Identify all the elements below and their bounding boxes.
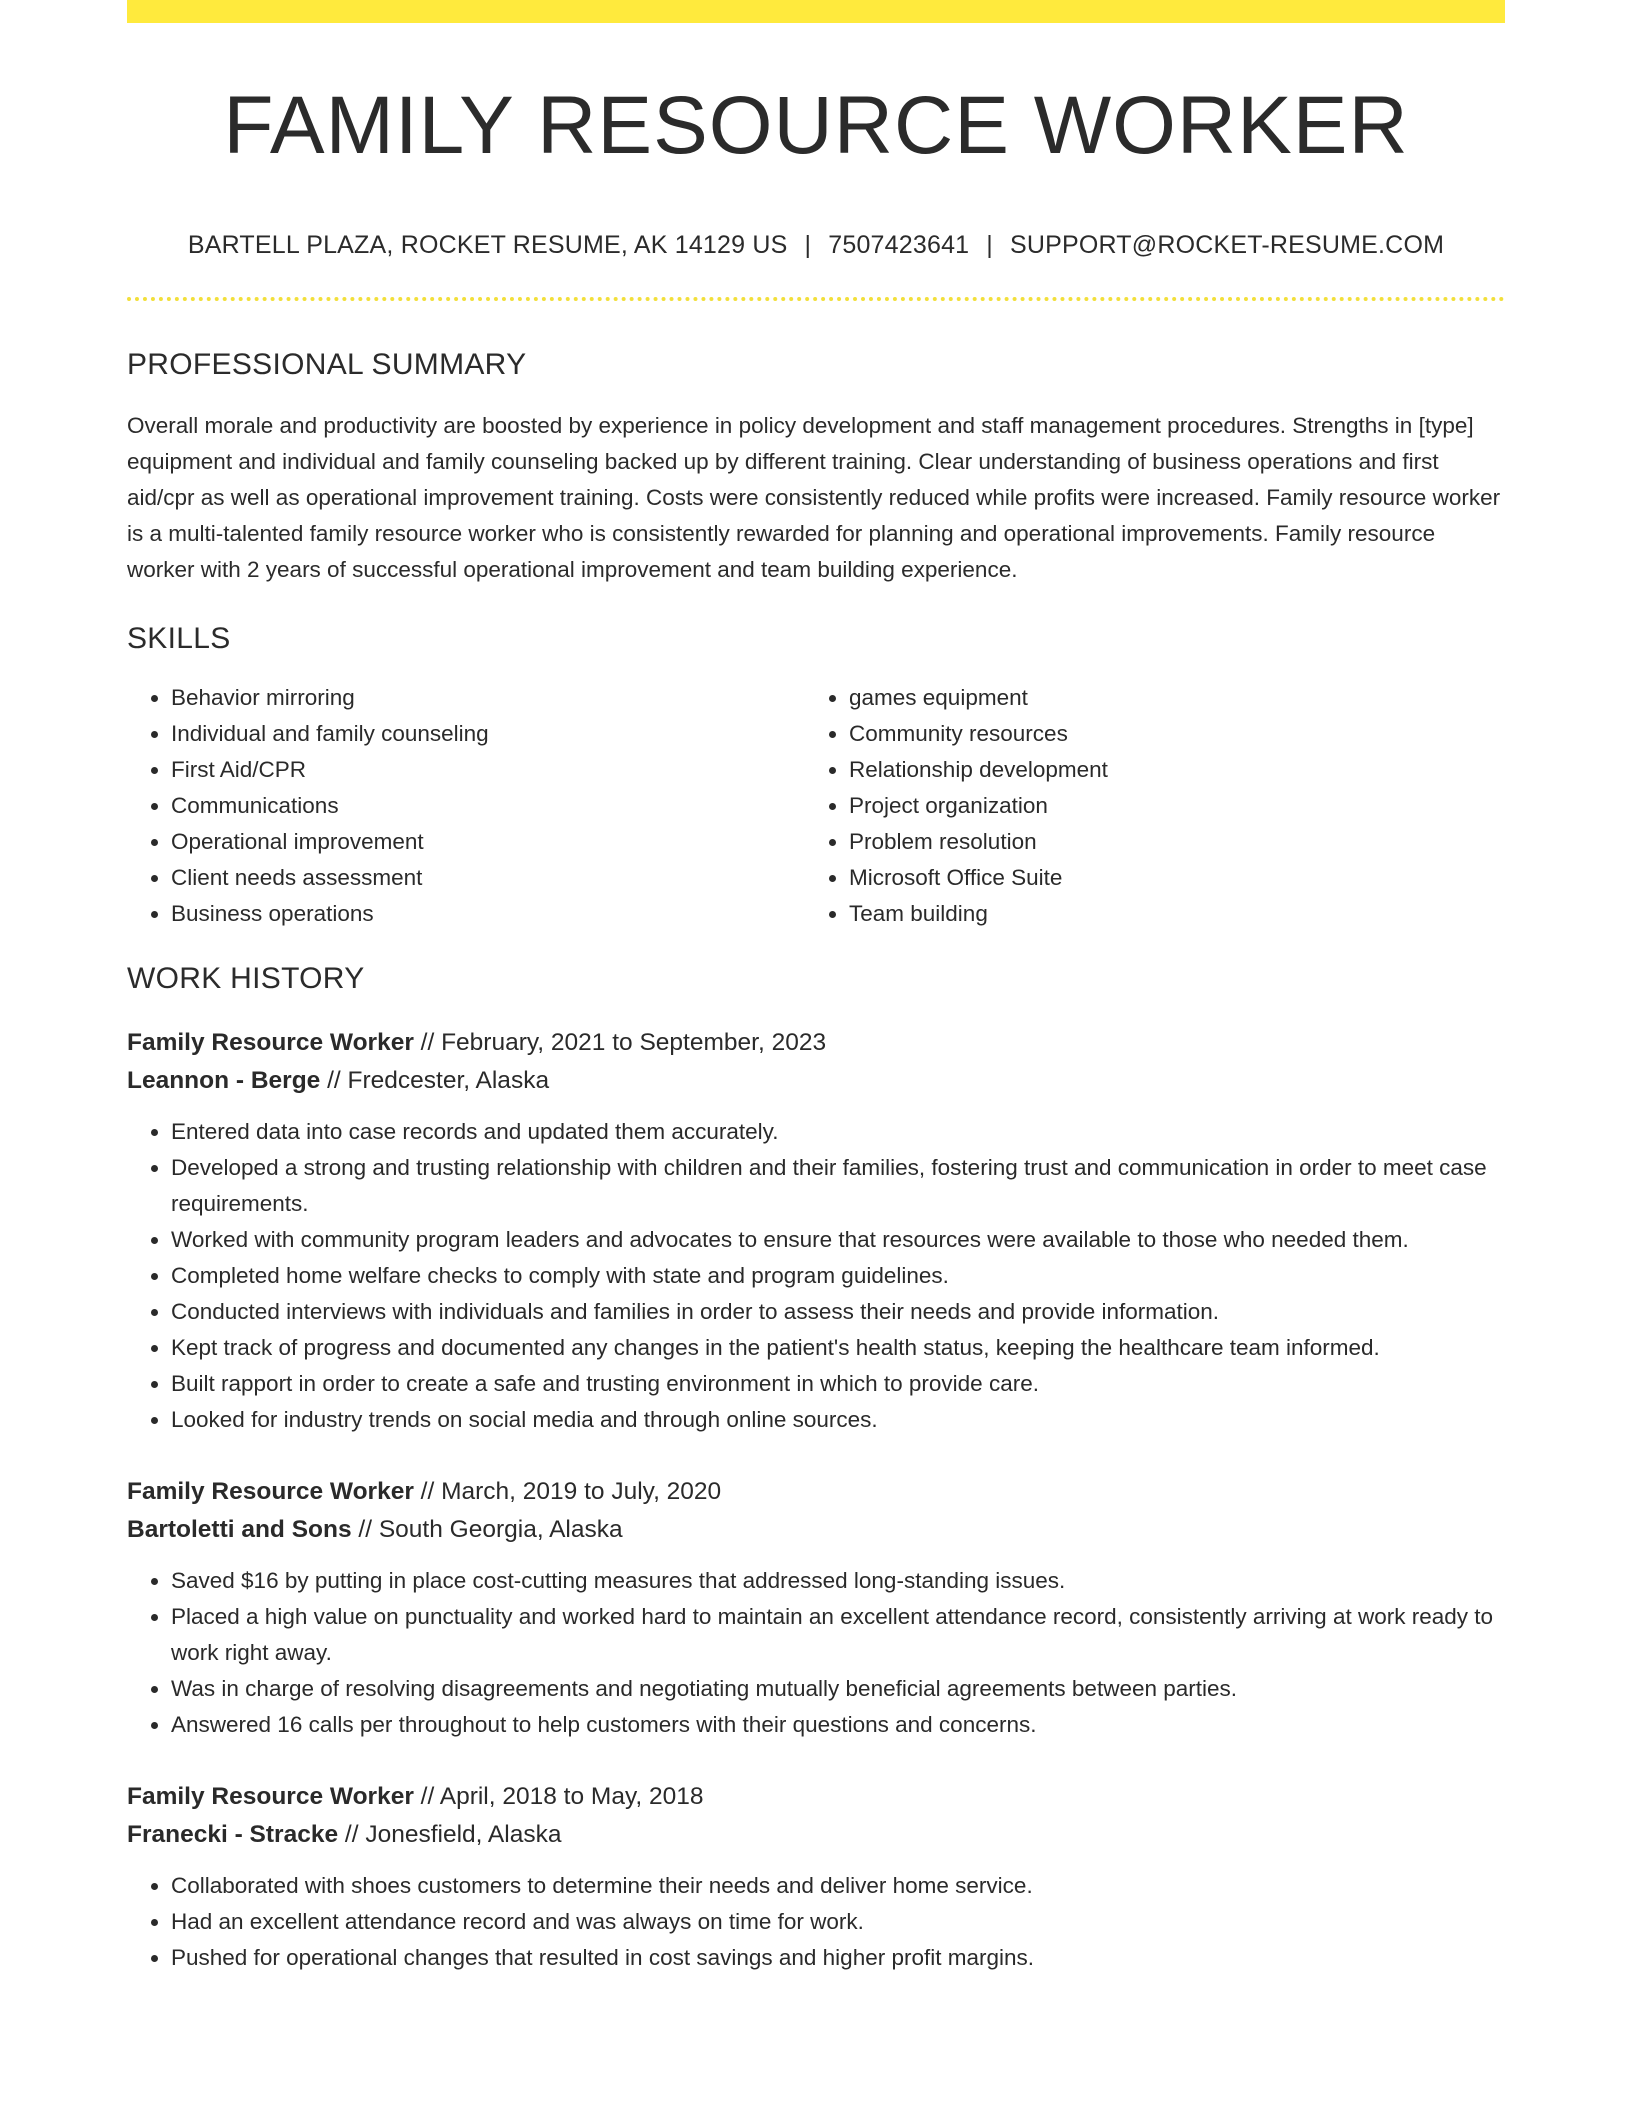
job-bullet: • Completed home welfare checks to comply with state and program guidelines. — [171, 1258, 1505, 1294]
job-bullet: • Pushed for operational changes that resulted in cost savings and higher profit margins. — [171, 1940, 1505, 1976]
job-bullets — [127, 1114, 1505, 1438]
skill-item: • Community resources — [849, 716, 1449, 752]
skill-item: • Project organization — [849, 788, 1449, 824]
job-bullets — [127, 1868, 1505, 1976]
resume-name-heading: FAMILY RESOURCE WORKER — [223, 80, 1409, 171]
job-dates: // February, 2021 to September, 2023 — [413, 1029, 827, 1057]
skill-item: • Business operations — [171, 896, 805, 932]
skill-item: • Individual and family counseling — [171, 716, 805, 752]
job-bullet: • Was in charge of resolving disagreements and negotiating mutually beneficial agreements between parties. — [171, 1671, 1505, 1707]
skills-list-left — [127, 680, 805, 932]
job-role-line — [127, 1024, 1505, 1062]
job-entry — [127, 1473, 1505, 1743]
job-bullet: • Built rapport in order to create a safe and trusting environment in which to provide care. — [171, 1366, 1505, 1402]
skill-item: • Team building — [849, 896, 1449, 932]
job-location: // Fredcester, Alaska — [320, 1067, 550, 1095]
skills-list-right — [805, 680, 1449, 932]
job-bullet: • Kept track of progress and documented any changes in the patient's health status, keeping the healthcare team informed. — [171, 1330, 1505, 1366]
contact-address: BARTELL PLAZA, ROCKET RESUME, AK 14129 US — [187, 231, 788, 260]
work-history-heading: WORK HISTORY — [127, 962, 365, 996]
skill-item: • Microsoft Office Suite — [849, 860, 1449, 896]
job-dates: // March, 2019 to July, 2020 — [413, 1478, 722, 1506]
skill-item: • Problem resolution — [849, 824, 1449, 860]
resume-page — [127, 0, 1505, 1976]
job-company-line — [127, 1816, 1505, 1854]
job-location: // South Georgia, Alaska — [351, 1516, 623, 1544]
job-role: Family Resource Worker — [127, 1029, 414, 1057]
skill-item: • Relationship development — [849, 752, 1449, 788]
dotted-divider — [127, 297, 1505, 301]
job-bullet: • Saved $16 by putting in place cost-cutting measures that addressed long-standing issues. — [171, 1563, 1505, 1599]
job-location: // Jonesfield, Alaska — [338, 1821, 562, 1849]
job-company-line — [127, 1062, 1505, 1100]
job-role: Family Resource Worker — [127, 1783, 414, 1811]
job-role-line — [127, 1473, 1505, 1511]
contact-line — [127, 231, 1505, 260]
skill-item: • Communications — [171, 788, 805, 824]
job-dates: // April, 2018 to May, 2018 — [413, 1783, 704, 1811]
job-company: Leannon - Berge — [127, 1067, 321, 1095]
job-company-line — [127, 1511, 1505, 1549]
job-role-line — [127, 1778, 1505, 1816]
job-bullet: • Worked with community program leaders and advocates to ensure that resources were available to those who needed them. — [171, 1222, 1505, 1258]
skill-item: • Behavior mirroring — [171, 680, 805, 716]
job-entry — [127, 1778, 1505, 1976]
job-bullet: • Developed a strong and trusting relationship with children and their families, fostering trust and communication in order to meet case requirements. — [171, 1150, 1505, 1222]
job-role: Family Resource Worker — [127, 1478, 414, 1506]
job-company: Franecki - Stracke — [127, 1821, 339, 1849]
contact-email: SUPPORT@ROCKET-RESUME.COM — [1009, 231, 1445, 260]
skills-columns — [127, 680, 1505, 932]
contact-separator: | — [986, 231, 993, 260]
contact-phone: 7507423641 — [828, 231, 970, 260]
top-accent-bar — [127, 0, 1505, 23]
job-entry — [127, 1024, 1505, 1438]
job-company: Bartoletti and Sons — [127, 1516, 352, 1544]
skill-item: • Client needs assessment — [171, 860, 805, 896]
contact-separator: | — [804, 231, 812, 260]
job-bullet: • Placed a high value on punctuality and worked hard to maintain an excellent attendance record, consistently arriving at work ready to work right away. — [171, 1599, 1505, 1671]
job-bullet: • Had an excellent attendance record and was always on time for work. — [171, 1904, 1505, 1940]
skill-item: • games equipment — [849, 680, 1449, 716]
skill-item: • Operational improvement — [171, 824, 805, 860]
job-bullet: • Looked for industry trends on social media and through online sources. — [171, 1402, 1505, 1438]
job-bullet: • Answered 16 calls per throughout to help customers with their questions and concerns. — [171, 1707, 1505, 1743]
summary-paragraph: Overall morale and productivity are boosted by experience in policy development and staff management procedures. Strengths in [type] equipment and individual and family counseling backed up by different training. Clear understanding of business operations and first aid/cpr as well as operational improvement training. Costs were consistently reduced while profits were increased. Family resource worker is a multi-talented family resource worker who is consistently rewarded for planning and operational improvements. Family resource worker with 2 years of successful operational improvement and team building experience. — [127, 413, 1501, 583]
skills-heading: SKILLS — [127, 622, 231, 656]
job-bullet: • Conducted interviews with individuals and families in order to assess their needs and provide information. — [171, 1294, 1505, 1330]
job-bullet: • Entered data into case records and updated them accurately. — [171, 1114, 1505, 1150]
job-bullet: • Collaborated with shoes customers to determine their needs and deliver home service. — [171, 1868, 1505, 1904]
summary-heading: PROFESSIONAL SUMMARY — [127, 348, 527, 382]
skill-item: • First Aid/CPR — [171, 752, 805, 788]
job-bullets — [127, 1563, 1505, 1743]
